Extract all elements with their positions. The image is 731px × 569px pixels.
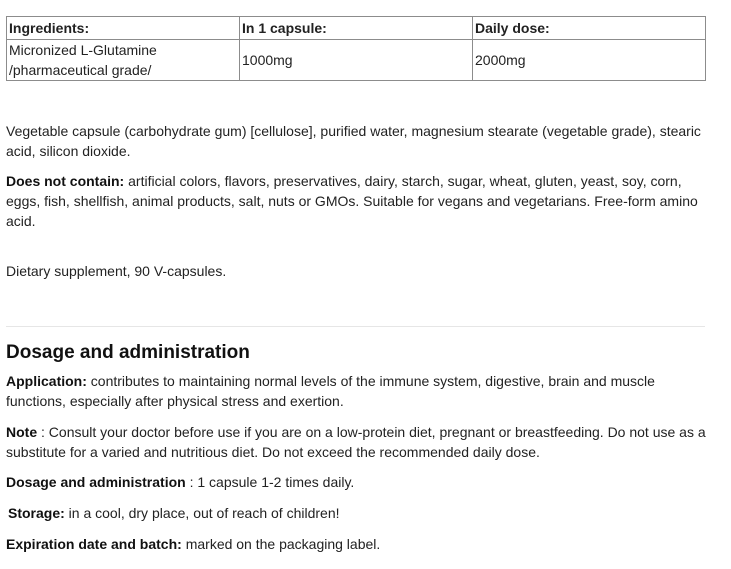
daily-dose-value: 2000mg	[473, 40, 706, 81]
note-text: : Consult your doctor before use if you are on a low-protein diet, pregnant or breastfeeding. Do not use as a substitute for a varied and nutritious diet. Do not exceed the recommended daily dose.	[6, 424, 706, 460]
header-ingredients: Ingredients:	[7, 17, 240, 40]
storage-paragraph	[8, 503, 708, 523]
storage-text: in a cool, dry place, out of reach of children!	[64, 505, 340, 521]
table-row	[7, 40, 706, 81]
dosage-text: : 1 capsule 1-2 times daily.	[185, 474, 355, 490]
per-capsule-value: 1000mg	[240, 40, 473, 81]
header-per-capsule: In 1 capsule:	[240, 17, 473, 40]
expiration-paragraph	[6, 534, 706, 554]
ingredient-name-cell	[7, 40, 240, 81]
storage-label: Storage:	[8, 505, 65, 521]
section-divider	[6, 326, 705, 327]
note-label: Note	[6, 424, 38, 440]
ingredient-grade: /pharmaceutical grade/	[9, 62, 152, 78]
ingredient-name: Micronized L-Glutamine	[9, 42, 157, 58]
dosage-section-title: Dosage and administration	[6, 342, 250, 363]
application-text: contributes to maintaining normal levels of the immune system, digestive, brain and muscle functions, especially after physical stress and exertion.	[6, 373, 655, 409]
other-ingredients-text: Vegetable capsule (carbohydrate gum) [cellulose], purified water, magnesium stearate (vegetable grade), stearic acid, silicon dioxide.	[6, 123, 701, 159]
dosage-paragraph	[6, 472, 706, 492]
application-label: Application:	[6, 373, 87, 389]
does-not-contain-text: artificial colors, flavors, preservatives, dairy, starch, sugar, wheat, gluten, yeast, soy, corn, eggs, fish, shellfish, animal products, salt, nuts or GMOs. Suitable for vegans and vegetarians. Free-form amino acid.	[6, 173, 698, 229]
header-daily-dose: Daily dose:	[473, 17, 706, 40]
does-not-contain-paragraph	[6, 171, 706, 231]
expiration-text: marked on the packaging label.	[181, 536, 381, 552]
dosage-label: Dosage and administration	[6, 474, 186, 490]
table-header-row	[7, 17, 706, 40]
ingredients-table	[6, 16, 706, 81]
supplement-note: Dietary supplement, 90 V-capsules.	[6, 263, 227, 279]
expiration-label: Expiration date and batch:	[6, 536, 182, 552]
does-not-contain-label: Does not contain:	[6, 173, 125, 189]
note-paragraph	[6, 422, 706, 462]
application-paragraph	[6, 371, 706, 411]
